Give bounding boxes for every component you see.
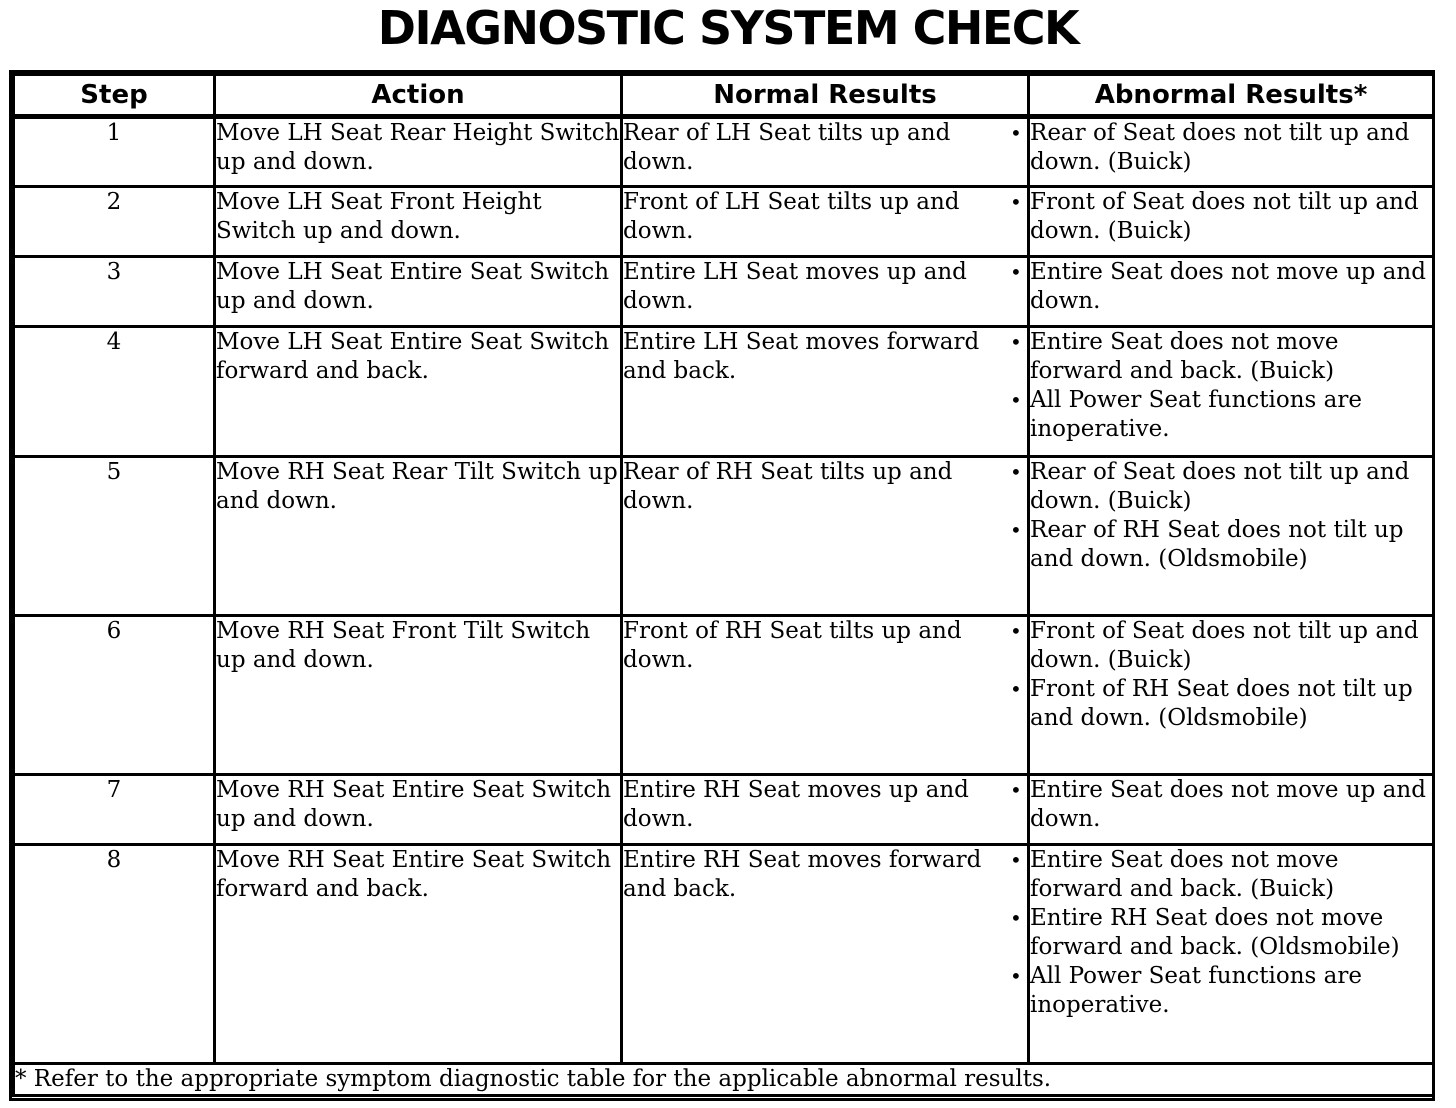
page-title: DIAGNOSTIC SYSTEM CHECK	[377, 1, 1079, 55]
action-cell: Move LH Seat Entire Seat Switch up and down.	[215, 257, 622, 327]
abnormal-result-cell	[1029, 187, 1434, 257]
normal-result-cell: Entire RH Seat moves forward and back.	[622, 845, 1029, 1064]
abnormal-result-cell	[1029, 616, 1434, 775]
table-row	[14, 187, 1434, 257]
abnormal-result-cell	[1029, 327, 1434, 457]
step-number: 5	[14, 457, 215, 616]
abnormal-result-cell	[1029, 257, 1434, 327]
table-row	[14, 457, 1434, 616]
list-item: • Rear of Seat does not tilt up and down. (Buick)	[1030, 458, 1432, 516]
step-number: 1	[14, 117, 215, 187]
step-number: 2	[14, 187, 215, 257]
table-row	[14, 616, 1434, 775]
abnormal-list	[1030, 776, 1432, 834]
normal-result-cell: Entire RH Seat moves up and down.	[622, 775, 1029, 845]
list-item: • Entire Seat does not move up and down.	[1030, 258, 1432, 316]
abnormal-result-cell	[1029, 775, 1434, 845]
footnote: * Refer to the appropriate symptom diagnostic table for the applicable abnormal results.	[14, 1064, 1434, 1096]
abnormal-result-cell	[1029, 117, 1434, 187]
abnormal-list	[1030, 119, 1432, 177]
list-item: • All Power Seat functions are inoperative.	[1030, 386, 1432, 444]
list-item: • Entire Seat does not move up and down.	[1030, 776, 1432, 834]
header-step: Step	[14, 75, 215, 117]
list-item: • Entire Seat does not move forward and back. (Buick)	[1030, 328, 1432, 386]
normal-result-cell: Entire LH Seat moves forward and back.	[622, 327, 1029, 457]
abnormal-list	[1030, 458, 1432, 574]
footnote-row	[14, 1064, 1434, 1096]
table-row	[14, 327, 1434, 457]
normal-result-cell: Rear of RH Seat tilts up and down.	[622, 457, 1029, 616]
action-cell: Move LH Seat Entire Seat Switch forward and back.	[215, 327, 622, 457]
table-row	[14, 845, 1434, 1064]
list-item: • Entire RH Seat does not move forward and back. (Oldsmobile)	[1030, 904, 1432, 962]
list-item: • Rear of RH Seat does not tilt up and down. (Oldsmobile)	[1030, 516, 1432, 574]
list-item: • Front of RH Seat does not tilt up and down. (Oldsmobile)	[1030, 675, 1432, 733]
header-action: Action	[215, 75, 622, 117]
abnormal-list	[1030, 188, 1432, 246]
abnormal-list	[1030, 617, 1432, 733]
action-cell: Move RH Seat Front Tilt Switch up and down.	[215, 616, 622, 775]
normal-result-cell: Rear of LH Seat tilts up and down.	[622, 117, 1029, 187]
header-normal-results: Normal Results	[622, 75, 1029, 117]
list-item: • Entire Seat does not move forward and back. (Buick)	[1030, 846, 1432, 904]
table-row	[14, 257, 1434, 327]
abnormal-list	[1030, 258, 1432, 316]
table-row	[14, 117, 1434, 187]
diagnostic-table	[12, 73, 1435, 1097]
normal-result-cell: Entire LH Seat moves up and down.	[622, 257, 1029, 327]
list-item: • Front of Seat does not tilt up and down. (Buick)	[1030, 617, 1432, 675]
header-abnormal-results: Abnormal Results*	[1029, 75, 1434, 117]
action-cell: Move RH Seat Entire Seat Switch forward and back.	[215, 845, 622, 1064]
action-cell: Move LH Seat Rear Height Switch up and down.	[215, 117, 622, 187]
step-number: 6	[14, 616, 215, 775]
step-number: 8	[14, 845, 215, 1064]
step-number: 7	[14, 775, 215, 845]
step-number: 3	[14, 257, 215, 327]
abnormal-result-cell	[1029, 457, 1434, 616]
table-row	[14, 775, 1434, 845]
action-cell: Move RH Seat Entire Seat Switch up and down.	[215, 775, 622, 845]
abnormal-list	[1030, 328, 1432, 444]
normal-result-cell: Front of RH Seat tilts up and down.	[622, 616, 1029, 775]
header-row	[14, 75, 1434, 117]
abnormal-list	[1030, 846, 1432, 1020]
abnormal-result-cell	[1029, 845, 1434, 1064]
action-cell: Move RH Seat Rear Tilt Switch up and down.	[215, 457, 622, 616]
list-item: • Front of Seat does not tilt up and down. (Buick)	[1030, 188, 1432, 246]
normal-result-cell: Front of LH Seat tilts up and down.	[622, 187, 1029, 257]
step-number: 4	[14, 327, 215, 457]
list-item: • All Power Seat functions are inoperative.	[1030, 962, 1432, 1020]
action-cell: Move LH Seat Front Height Switch up and down.	[215, 187, 622, 257]
list-item: • Rear of Seat does not tilt up and down. (Buick)	[1030, 119, 1432, 177]
